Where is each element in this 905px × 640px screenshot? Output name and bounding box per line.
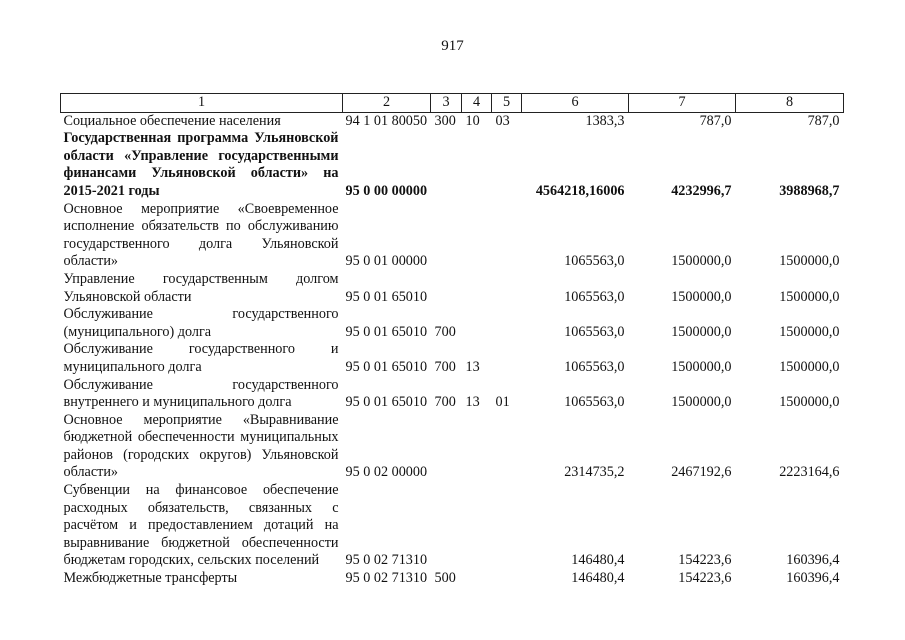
row-csr-cell: 95 0 01 65010 xyxy=(345,323,428,340)
row-amount-year2-cell: 4232996,7 xyxy=(671,182,732,199)
row-amount-year3-cell: 1500000,0 xyxy=(779,394,840,411)
row-csr-cell: 95 0 00 00000 xyxy=(345,182,428,199)
column-header: 6 xyxy=(522,94,629,113)
row-name-cell: Управление государственным долгом Ульяновской области xyxy=(63,270,339,305)
row-pr-cell: 03 xyxy=(495,112,510,129)
row-rz-cell xyxy=(462,412,492,482)
table-row xyxy=(61,306,844,341)
table-header-row xyxy=(61,94,844,113)
column-header: 4 xyxy=(462,94,492,113)
row-amount-year2-cell: 787,0 xyxy=(699,112,732,129)
table-row xyxy=(61,377,844,412)
row-amount-year2-cell: 154223,6 xyxy=(678,570,732,587)
row-pr-cell xyxy=(492,130,522,200)
row-csr-cell: 94 1 01 80050 xyxy=(345,112,428,129)
row-amount-year1-cell: 1383,3 xyxy=(585,112,625,129)
row-csr-cell: 95 0 02 71310 xyxy=(345,552,428,569)
row-amount-year1-cell: 4564218,16006 xyxy=(535,182,625,199)
row-amount-year1-cell: 146480,4 xyxy=(571,570,625,587)
row-csr-cell: 95 0 01 65010 xyxy=(345,288,428,305)
page-number: 917 xyxy=(441,38,464,54)
row-amount-year1-cell: 1065563,0 xyxy=(564,288,625,305)
row-amount-year2-cell: 1500000,0 xyxy=(671,394,732,411)
row-rz-cell xyxy=(462,570,492,588)
row-amount-year3-cell: 160396,4 xyxy=(786,570,840,587)
row-amount-year2-cell: 1500000,0 xyxy=(671,253,732,270)
row-rz-cell xyxy=(462,201,492,271)
row-name-cell: Социальное обеспечение населения xyxy=(63,112,281,129)
row-amount-year2-cell: 154223,6 xyxy=(678,552,732,569)
row-name-cell: Основное мероприятие «Своевременное исполнение обязательств по обслуживанию государственного долга Ульяновской области» xyxy=(63,200,339,270)
row-vr-cell xyxy=(431,412,462,482)
row-csr-cell: 95 0 02 00000 xyxy=(345,464,428,481)
row-pr-cell xyxy=(492,271,522,306)
row-pr-cell xyxy=(492,341,522,376)
table-row xyxy=(61,570,844,588)
row-amount-year2-cell: 2467192,6 xyxy=(671,464,732,481)
row-pr-cell xyxy=(492,482,522,570)
table-row xyxy=(61,201,844,271)
row-amount-year2-cell: 1500000,0 xyxy=(671,358,732,375)
column-header: 8 xyxy=(736,94,844,113)
row-amount-year3-cell: 160396,4 xyxy=(786,552,840,569)
row-amount-year1-cell: 1065563,0 xyxy=(564,253,625,270)
row-vr-cell: 300 xyxy=(434,112,456,129)
column-header: 3 xyxy=(431,94,462,113)
column-header: 5 xyxy=(492,94,522,113)
row-rz-cell: 13 xyxy=(465,358,480,375)
table-row xyxy=(61,341,844,376)
row-rz-cell: 13 xyxy=(465,394,480,411)
table-row xyxy=(61,482,844,570)
row-rz-cell xyxy=(462,482,492,570)
column-header: 2 xyxy=(343,94,431,113)
budget-table xyxy=(60,93,844,588)
row-name-cell: Обслуживание государственного и муниципального долга xyxy=(63,341,339,375)
row-vr-cell: 700 xyxy=(434,358,456,375)
row-pr-cell xyxy=(492,201,522,271)
table-row xyxy=(61,412,844,482)
row-name-cell: Государственная программа Ульяновской области «Управление государственными финансами Ульяновской области» на 2015-2021 годы xyxy=(63,130,339,199)
row-rz-cell xyxy=(462,271,492,306)
row-amount-year3-cell: 1500000,0 xyxy=(779,323,840,340)
row-csr-cell: 95 0 01 00000 xyxy=(345,253,428,270)
row-name-cell: Субвенции на финансовое обеспечение расходных обязательств, связанных с расчётом и предоставлением дотаций на выравнивание бюджетной обеспеченности бюджетам городских, сельских поселений xyxy=(63,482,339,569)
table-row xyxy=(61,130,844,200)
row-vr-cell: 500 xyxy=(434,570,456,587)
row-pr-cell xyxy=(492,570,522,588)
row-amount-year3-cell: 2223164,6 xyxy=(779,464,840,481)
row-amount-year2-cell: 1500000,0 xyxy=(671,288,732,305)
row-pr-cell xyxy=(492,412,522,482)
row-amount-year3-cell: 1500000,0 xyxy=(779,253,840,270)
row-csr-cell: 95 0 02 71310 xyxy=(345,570,428,587)
row-vr-cell: 700 xyxy=(434,323,456,340)
row-rz-cell xyxy=(462,130,492,200)
table-row xyxy=(61,112,844,130)
row-amount-year1-cell: 1065563,0 xyxy=(564,358,625,375)
row-amount-year3-cell: 3988968,7 xyxy=(779,182,840,199)
row-rz-cell: 10 xyxy=(465,112,480,129)
row-amount-year3-cell: 787,0 xyxy=(807,112,840,129)
row-amount-year1-cell: 1065563,0 xyxy=(564,394,625,411)
row-name-cell: Основное мероприятие «Выравнивание бюджетной обеспеченности муниципальных районов (городских округов) Ульяновской области» xyxy=(63,411,339,481)
row-name-cell: Межбюджетные трансферты xyxy=(63,570,238,587)
column-header: 1 xyxy=(61,94,343,113)
row-pr-cell: 01 xyxy=(495,394,510,411)
row-amount-year3-cell: 1500000,0 xyxy=(779,288,840,305)
row-name-cell: Обслуживание государственного внутреннего и муниципального долга xyxy=(63,376,339,411)
row-amount-year1-cell: 1065563,0 xyxy=(564,323,625,340)
row-amount-year2-cell: 1500000,0 xyxy=(671,323,732,340)
table-row xyxy=(61,271,844,306)
row-amount-year3-cell: 1500000,0 xyxy=(779,358,840,375)
row-vr-cell xyxy=(431,201,462,271)
row-pr-cell xyxy=(492,306,522,341)
column-header: 7 xyxy=(629,94,736,113)
row-vr-cell xyxy=(431,271,462,306)
row-vr-cell: 700 xyxy=(434,394,456,411)
row-csr-cell: 95 0 01 65010 xyxy=(345,358,428,375)
row-amount-year1-cell: 146480,4 xyxy=(571,552,625,569)
row-rz-cell xyxy=(462,306,492,341)
row-vr-cell xyxy=(431,130,462,200)
row-amount-year1-cell: 2314735,2 xyxy=(564,464,625,481)
row-name-cell: Обслуживание государственного (муниципального) долга xyxy=(63,306,339,340)
row-vr-cell xyxy=(431,482,462,570)
row-csr-cell: 95 0 01 65010 xyxy=(345,394,428,411)
